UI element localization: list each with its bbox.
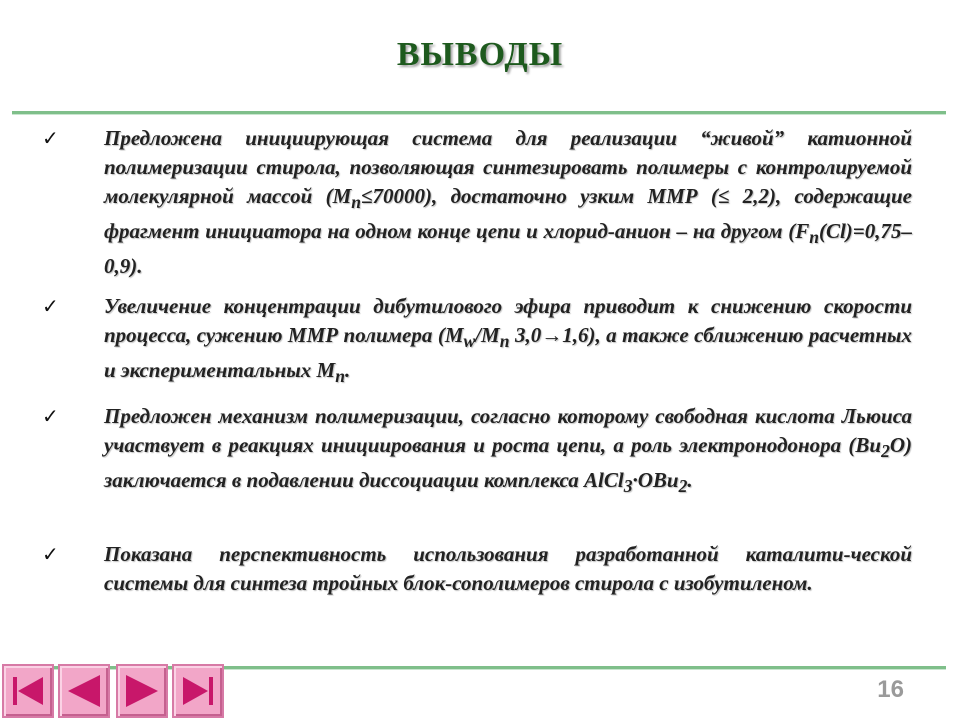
slide-title: ВЫВОДЫ bbox=[396, 36, 564, 73]
checkmark-icon: ✓ bbox=[42, 404, 59, 428]
slide-navigation bbox=[2, 664, 226, 720]
checkmark-icon: ✓ bbox=[42, 542, 59, 566]
first-slide-icon bbox=[4, 666, 52, 716]
list-item-text: Предложена инициирующая система для реализации “живой” катионной полимеризации стирола, позволяющая синтезировать полимеры с контролируемой молекулярной массой $(M_n\le 70000)$, достаточно узким ММР (≤ 2,2), содержащие фрагмент инициатора на одном конце цепи и хлорид-анион – на другом $(F_n(Cl)=0,75-0,9)$. bbox=[104, 126, 912, 279]
list-item-text: Увеличение концентрации дибутилового эфира приводит к снижению скорости процесса, сужению ММР полимера ($M_w/M_n$ 3,0→1,6), а также сближению расчетных и экспериментальных $M_n$. bbox=[104, 294, 912, 387]
list-item-text: Показана перспективность использования разработанной каталити-ческой системы для синтеза тройных блок-сополимеров стирола с изобутиленом. bbox=[104, 542, 912, 595]
next-slide-icon bbox=[118, 666, 166, 716]
top-divider bbox=[12, 111, 946, 114]
last-slide-icon bbox=[174, 666, 222, 716]
previous-slide-button[interactable] bbox=[58, 664, 110, 718]
checkmark-icon: ✓ bbox=[42, 126, 59, 150]
next-slide-button[interactable] bbox=[116, 664, 168, 718]
checkmark-icon: ✓ bbox=[42, 294, 59, 318]
previous-slide-icon bbox=[60, 666, 108, 716]
last-slide-button[interactable] bbox=[172, 664, 224, 718]
list-item-text: Предложен механизм полимеризации, согласно которому свободная кислота Льюиса участвует в реакциях инициирования и роста цепи, а роль электронодонора $(Bu_2O)$ заключается в подавлении диссоциации комплекса AlCl$_3$·OBu$_2$. bbox=[104, 404, 912, 497]
page-number: 16 bbox=[877, 676, 904, 703]
first-slide-button[interactable] bbox=[2, 664, 54, 718]
